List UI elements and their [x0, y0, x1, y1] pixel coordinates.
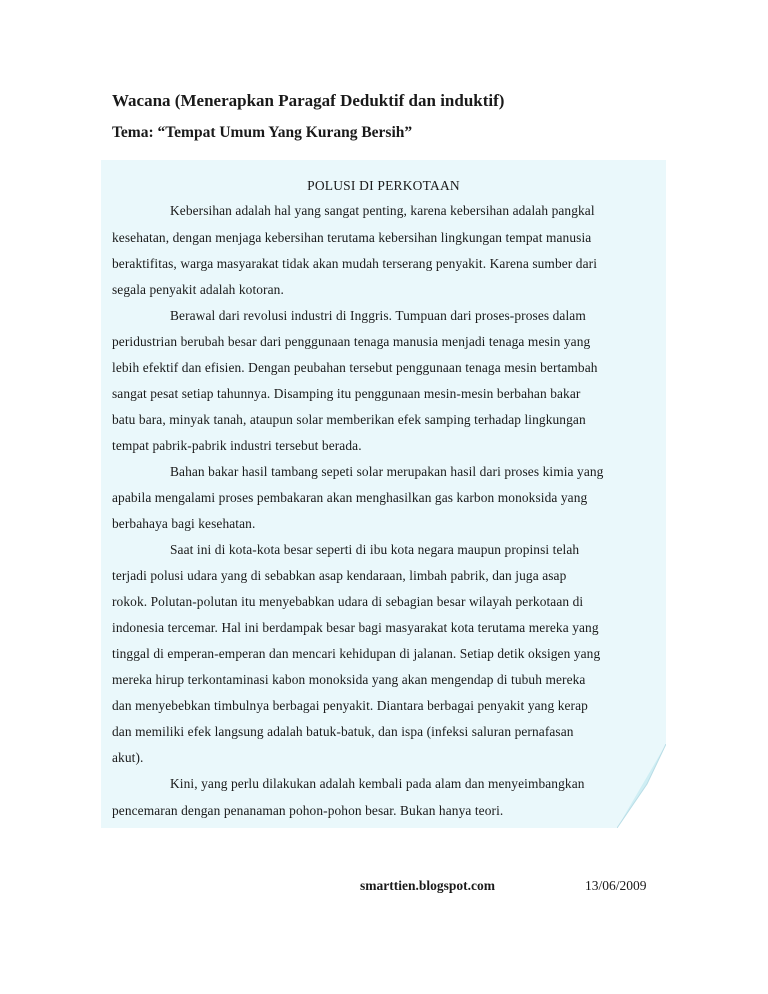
document-theme: Tema: “Tempat Umum Yang Kurang Bersih” [112, 124, 413, 141]
paragraph-line: indonesia tercemar. Hal ini berdampak besar bagi masyarakat kota terutama mereka yang [112, 620, 599, 635]
paragraph-line: berbahaya bagi kesehatan. [112, 516, 256, 531]
paragraph-line: Bahan bakar hasil tambang sepeti solar merupakan hasil dari proses kimia yang [170, 464, 604, 479]
paragraph-line: batu bara, minyak tanah, ataupun solar memberikan efek samping terhadap lingkungan [112, 412, 586, 427]
paragraph-line: rokok. Polutan-polutan itu menyebabkan udara di sebagian besar wilayah perkotaan di [112, 594, 584, 609]
footer-date: 13/06/2009 [585, 878, 647, 893]
paragraph-line: tempat pabrik-pabrik industri tersebut berada. [112, 438, 362, 453]
paragraph-line: peridustrian berubah besar dari penggunaan tenaga manusia menjadi tenaga mesin yang [112, 334, 591, 349]
paragraph-line: lebih efektif dan efisien. Dengan peubahan tersebut penggunaan tenaga mesin bertambah [112, 360, 598, 375]
paragraph-line: dan memiliki efek langsung adalah batuk-batuk, dan ispa (infeksi saluran pernafasan [112, 724, 574, 739]
paragraph-line: pencemaran dengan penanaman pohon-pohon besar. Bukan hanya teori. [112, 803, 504, 818]
paragraph-line: terjadi polusi udara yang di sebabkan asap kendaraan, limbah pabrik, dan juga asap [112, 568, 567, 583]
paragraph-line: kesehatan, dengan menjaga kebersihan terutama kebersihan lingkungan tempat manusia [112, 230, 592, 245]
document-title: Wacana (Menerapkan Paragaf Deduktif dan induktif) [112, 91, 505, 110]
paragraph-line: tinggal di emperan-emperan dan mencari kehidupan di jalanan. Setiap detik oksigen yang [112, 646, 601, 661]
paragraph-line: mereka hirup terkontaminasi kabon monoksida yang akan mengendap di tubuh mereka [112, 672, 586, 687]
paragraph-line: akut). [112, 750, 144, 765]
paragraph-line: dan menyebebkan timbulnya berbagai penyakit. Diantara berbagai penyakit yang kerap [112, 698, 588, 713]
paragraph-line: segala penyakit adalah kotoran. [112, 282, 284, 297]
paragraph-line: beraktifitas, warga masyarakat tidak akan mudah terserang penyakit. Karena sumber dari [112, 256, 598, 271]
paragraph-line: Saat ini di kota-kota besar seperti di ibu kota negara maupun propinsi telah [170, 542, 580, 557]
article-heading: POLUSI DI PERKOTAAN [307, 178, 460, 193]
paragraph-line: sangat pesat setiap tahunnya. Disamping itu penggunaan mesin-mesin berbahan bakar [112, 386, 581, 401]
footer-site: smarttien.blogspot.com [360, 878, 495, 893]
paragraph-line: Berawal dari revolusi industri di Inggris. Tumpuan dari proses-proses dalam [170, 308, 586, 323]
paragraph-line: Kebersihan adalah hal yang sangat penting, karena kebersihan adalah pangkal [170, 203, 595, 218]
paragraph-line: apabila mengalami proses pembakaran akan menghasilkan gas karbon monoksida yang [112, 490, 588, 505]
page-curl-decoration [617, 744, 666, 828]
paragraph-line: Kini, yang perlu dilakukan adalah kembali pada alam dan menyeimbangkan [170, 776, 585, 791]
